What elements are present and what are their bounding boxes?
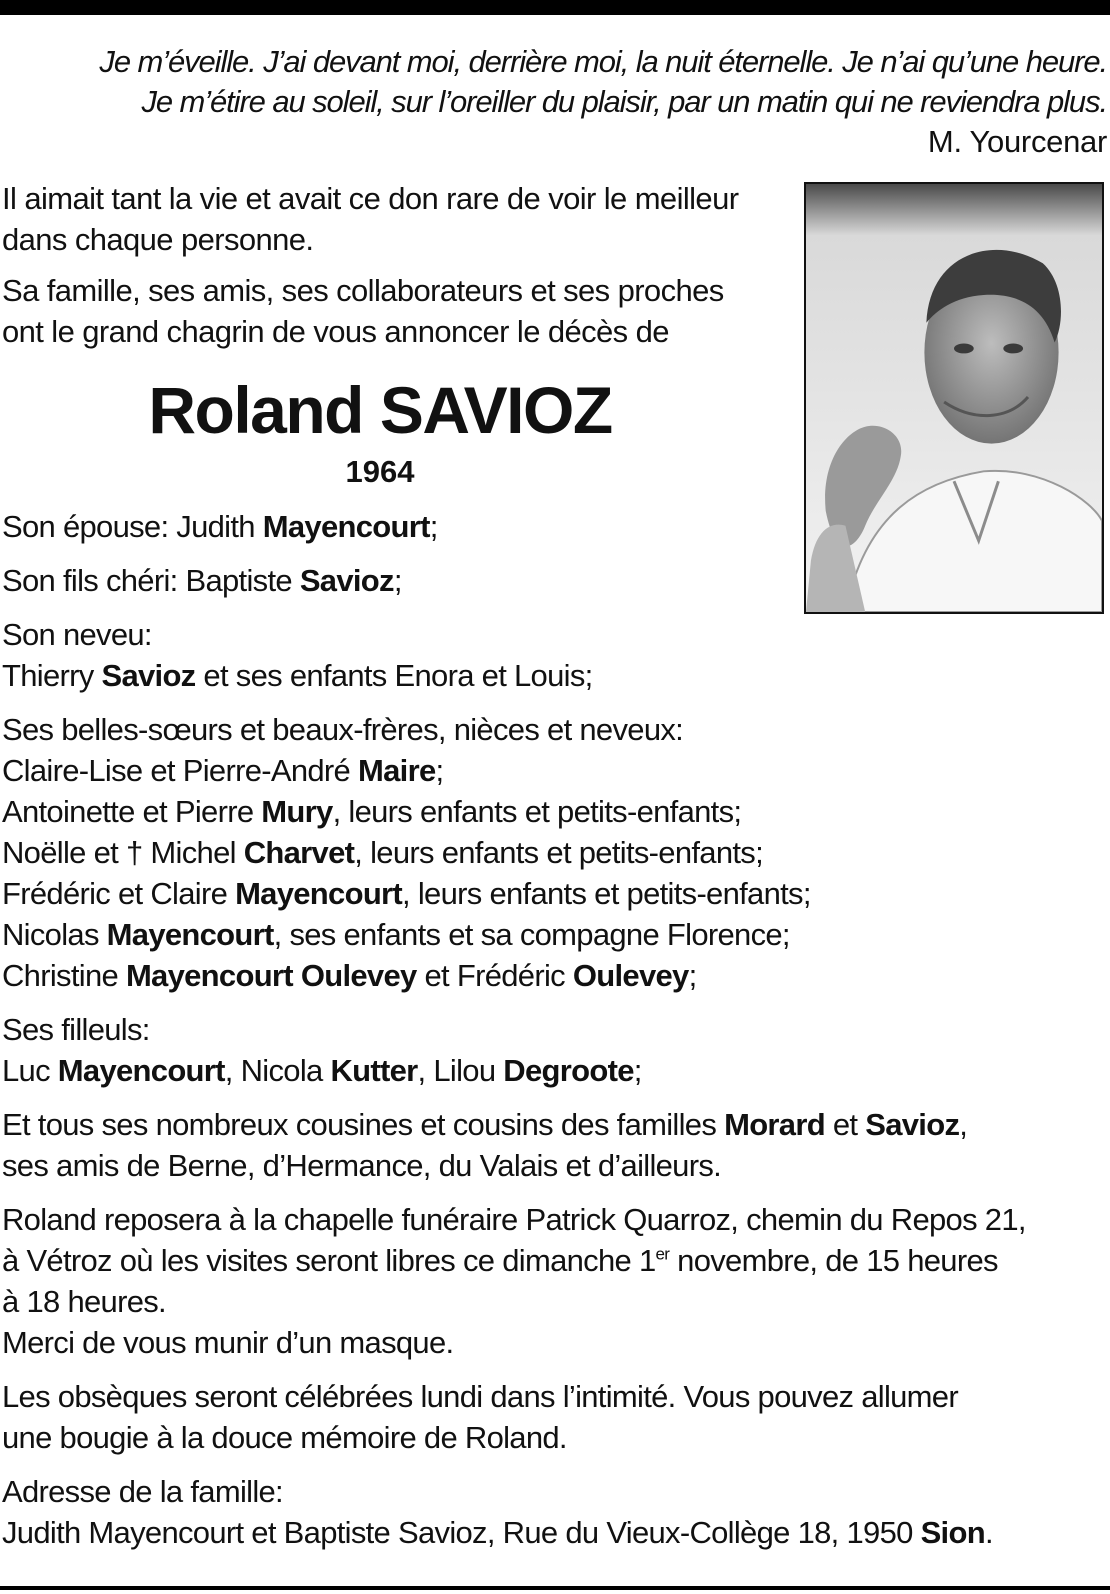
mask-notice: Merci de vous munir d’un masque. <box>2 1325 454 1360</box>
nephew-block <box>2 614 1108 696</box>
visitation-text: novembre, de 15 heures <box>669 1243 998 1278</box>
given-names: et Frédéric <box>416 958 573 993</box>
given-names: Thierry <box>2 658 102 693</box>
family-address-block <box>2 1471 1108 1553</box>
surname: Mayencourt <box>106 917 274 952</box>
surname: Savioz <box>865 1107 960 1142</box>
deceased-name: Roland SAVIOZ <box>148 373 612 447</box>
surname: Mayencourt <box>262 509 430 544</box>
quote-line: Je m’éveille. J’ai devant moi, derrière moi, la nuit éternelle. Je n’ai qu’une heure. <box>99 44 1107 79</box>
birth-year: 1964 <box>345 454 415 489</box>
obituary-body <box>2 506 1108 1566</box>
surname: Mayencourt <box>235 876 403 911</box>
visitation-text: à Vétroz où les visites seront libres ce dimanche 1 <box>2 1243 656 1278</box>
intro-paragraph: Il aimait tant la vie et avait ce don rare de voir le meilleur dans chaque personne. <box>2 181 739 257</box>
epigraph-quote <box>7 42 1107 162</box>
punctuation: ; <box>429 509 438 544</box>
punctuation: . <box>984 1515 993 1550</box>
ordinal-superscript: er <box>655 1244 670 1264</box>
given-names: , Lilou <box>417 1053 504 1088</box>
friends-text: ses amis de Berne, d’Hermance, du Valais et d’ailleurs. <box>2 1148 722 1183</box>
given-names: Christine <box>2 958 126 993</box>
relation-detail: et ses enfants Enora et Louis; <box>195 658 593 693</box>
visitation-text: Roland reposera à la chapelle funéraire Patrick Quarroz, chemin du Repos 21, <box>2 1202 1026 1237</box>
relation-detail: , ses enfants et sa compagne Florence; <box>273 917 790 952</box>
visitation-text: à 18 heures. <box>2 1284 166 1319</box>
surname: Morard <box>724 1107 825 1142</box>
relation-detail: ; <box>435 753 444 788</box>
surname: Maire <box>358 753 436 788</box>
cousins-block <box>2 1104 1108 1186</box>
quote-author: M. Yourcenar <box>927 124 1107 159</box>
funeral-text: Les obsèques seront célébrées lundi dans l’intimité. Vous pouvez allumer <box>2 1379 958 1414</box>
given-names: Antoinette et Pierre <box>2 794 262 829</box>
bottom-rule <box>0 1586 1110 1590</box>
surname: Mury <box>261 794 333 829</box>
quote-line: Je m’étire au soleil, sur l’oreiller du plaisir, par un matin qui ne reviendra plus. <box>141 84 1107 119</box>
surname: Oulevey <box>572 958 689 993</box>
cousins-text: Et tous ses nombreux cousines et cousins des familles <box>2 1107 725 1142</box>
relation-label: Son épouse: Judith <box>2 509 263 544</box>
relation-label: Son fils chéri: Baptiste <box>2 563 300 598</box>
address-city: Sion <box>920 1515 985 1550</box>
section-heading: Adresse de la famille: <box>2 1474 283 1509</box>
top-rule <box>0 0 1110 15</box>
inlaws-block <box>2 709 1108 996</box>
funeral-block <box>2 1376 1108 1458</box>
section-heading: Son neveu: <box>2 617 152 652</box>
punctuation: , <box>959 1107 968 1142</box>
relation-detail: , leurs enfants et petits-enfants; <box>354 835 763 870</box>
son-line <box>2 560 1108 601</box>
given-names: Claire-Lise et Pierre-André <box>2 753 358 788</box>
announcement-paragraph: Sa famille, ses amis, ses collaborateurs et ses proches ont le grand chagrin de vous annoncer le décès de <box>2 273 724 349</box>
spouse-line <box>2 506 1108 547</box>
address-text: Judith Mayencourt et Baptiste Savioz, Rue du Vieux-Collège 18, 1950 <box>2 1515 921 1550</box>
surname: Kutter <box>330 1053 418 1088</box>
surname: Mayencourt Oulevey <box>125 958 417 993</box>
given-names: Noëlle et † Michel <box>2 835 244 870</box>
visitation-block <box>2 1199 1108 1363</box>
relation-detail: , leurs enfants et petits-enfants; <box>332 794 742 829</box>
surname: Savioz <box>101 658 196 693</box>
funeral-text: une bougie à la douce mémoire de Roland. <box>2 1420 567 1455</box>
given-names: Frédéric et Claire <box>2 876 236 911</box>
conjunction: et <box>824 1107 866 1142</box>
given-names: Nicolas <box>2 917 107 952</box>
intro-block <box>2 178 762 362</box>
relation-detail: , leurs enfants et petits-enfants; <box>402 876 811 911</box>
section-heading: Ses belles-sœurs et beaux-frères, nièces et neveux: <box>2 712 684 747</box>
surname: Mayencourt <box>57 1053 225 1088</box>
punctuation: ; <box>688 958 697 993</box>
section-heading: Ses filleuls: <box>2 1012 150 1047</box>
given-names: , Nicola <box>224 1053 331 1088</box>
punctuation: ; <box>393 563 402 598</box>
surname: Charvet <box>243 835 355 870</box>
surname: Degroote <box>503 1053 634 1088</box>
given-names: Luc <box>2 1053 58 1088</box>
punctuation: ; <box>633 1053 642 1088</box>
surname: Savioz <box>299 563 394 598</box>
godchildren-block <box>2 1009 1108 1091</box>
